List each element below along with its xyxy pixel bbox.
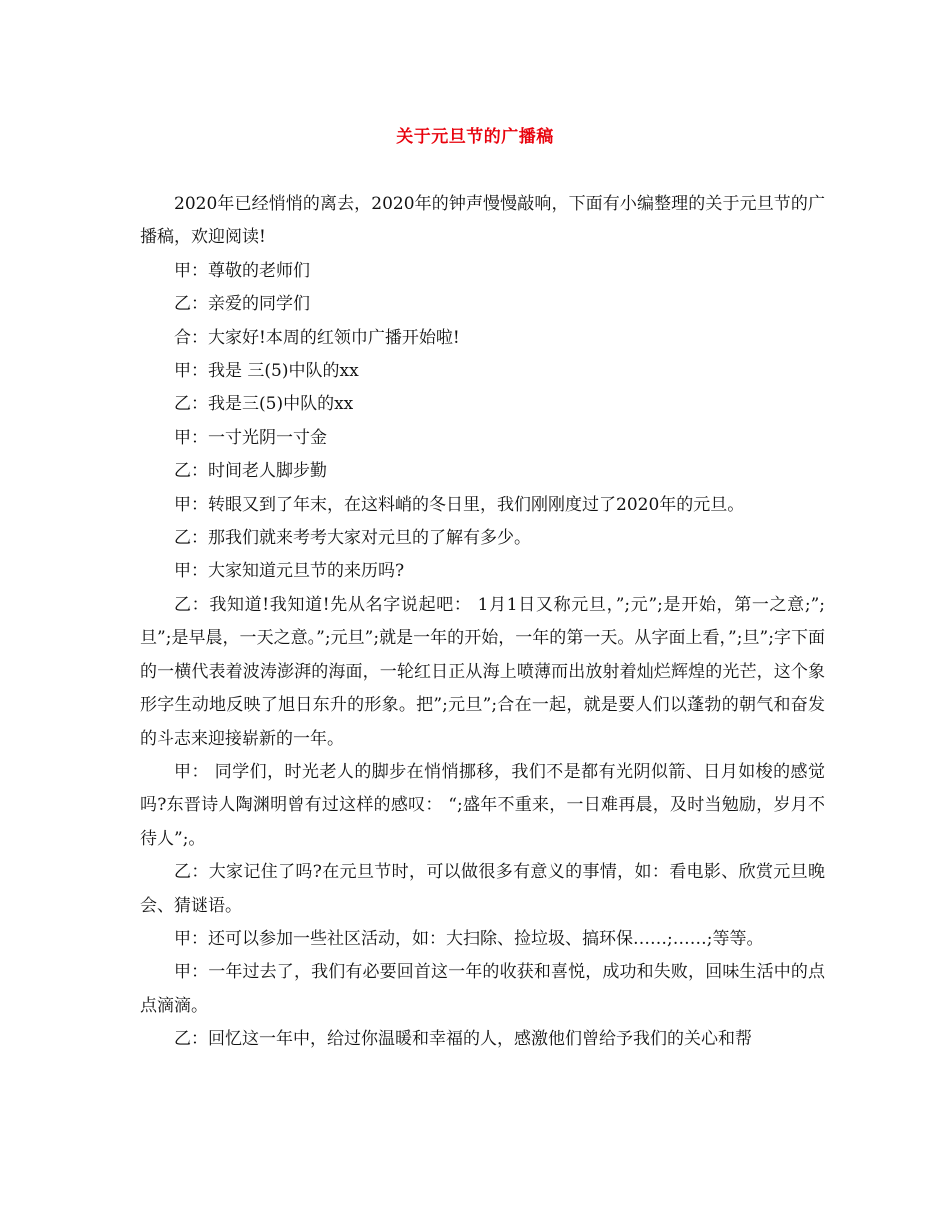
paragraph: 甲：转眼又到了年末，在这料峭的冬日里，我们刚刚度过了2020年的元旦。 (174, 494, 745, 515)
paragraph: 甲： 同学们，时光老人的脚步在悄悄挪移，我们不是都有光阴似箭、日月如梭的感觉吗?东晋诗人陶渊明曾有过这样的感叹： “;盛年不重来，一日难再晨，及时当勉励，岁月不待人”;。 (140, 761, 825, 849)
paragraph: 甲：还可以参加一些社区活动，如：大扫除、捡垃圾、搞环保……;……;等等。 (174, 928, 764, 949)
paragraph: 乙：亲爱的同学们 (174, 294, 310, 315)
paragraph: 乙：大家记住了吗?在元旦节时，可以做很多有意义的事情，如：看电影、欣赏元旦晚会、猜谜语。 (140, 862, 825, 916)
paragraph: 乙：时间老人脚步勤 (174, 461, 327, 482)
paragraph: 甲：尊敬的老师们 (174, 260, 310, 281)
paragraph: 甲：大家知道元旦节的来历吗? (174, 561, 405, 582)
paragraph: 乙：回忆这一年中，给过你温暖和幸福的人，感激他们曾给予我们的关心和帮 (174, 1029, 752, 1050)
paragraph: 甲：一年过去了，我们有必要回首这一年的收获和喜悦，成功和失败，回味生活中的点点滴滴。 (140, 962, 825, 1016)
paragraph: 2020年已经悄悄的离去，2020年的钟声慢慢敲响，下面有小编整理的关于元旦节的广播稿，欢迎阅读! (140, 194, 825, 248)
paragraph: 甲：我是 三(5)中队的xx (174, 361, 359, 382)
paragraph: 甲：一寸光阴一寸金 (174, 427, 327, 448)
paragraph: 合：大家好!本周的红领巾广播开始啦! (174, 327, 460, 348)
document-body (140, 188, 825, 1057)
paragraph: 乙：那我们就来考考大家对元旦的了解有多少。 (174, 528, 531, 549)
paragraph: 乙：我是三(5)中队的xx (174, 394, 354, 415)
document-title: 关于元旦节的广播稿 (396, 127, 554, 147)
paragraph: 乙：我知道!我知道!先从名字说起吧： 1月1日又称元旦，”;元”;是开始，第一之意;”;旦”;是早晨，一天之意。”;元旦”;就是一年的开始，一年的第一天。从字面上看，”;旦”;字下面的一横代表着波涛澎湃的海面，一轮红日正从海上喷薄而出放射着灿烂辉煌的光芒，这个象形字生动地反映了旭日东升的形象。把”;元旦”;合在一起，就是要人们以蓬勃的朝气和奋发的斗志来迎接崭新的一年。 (140, 594, 825, 749)
